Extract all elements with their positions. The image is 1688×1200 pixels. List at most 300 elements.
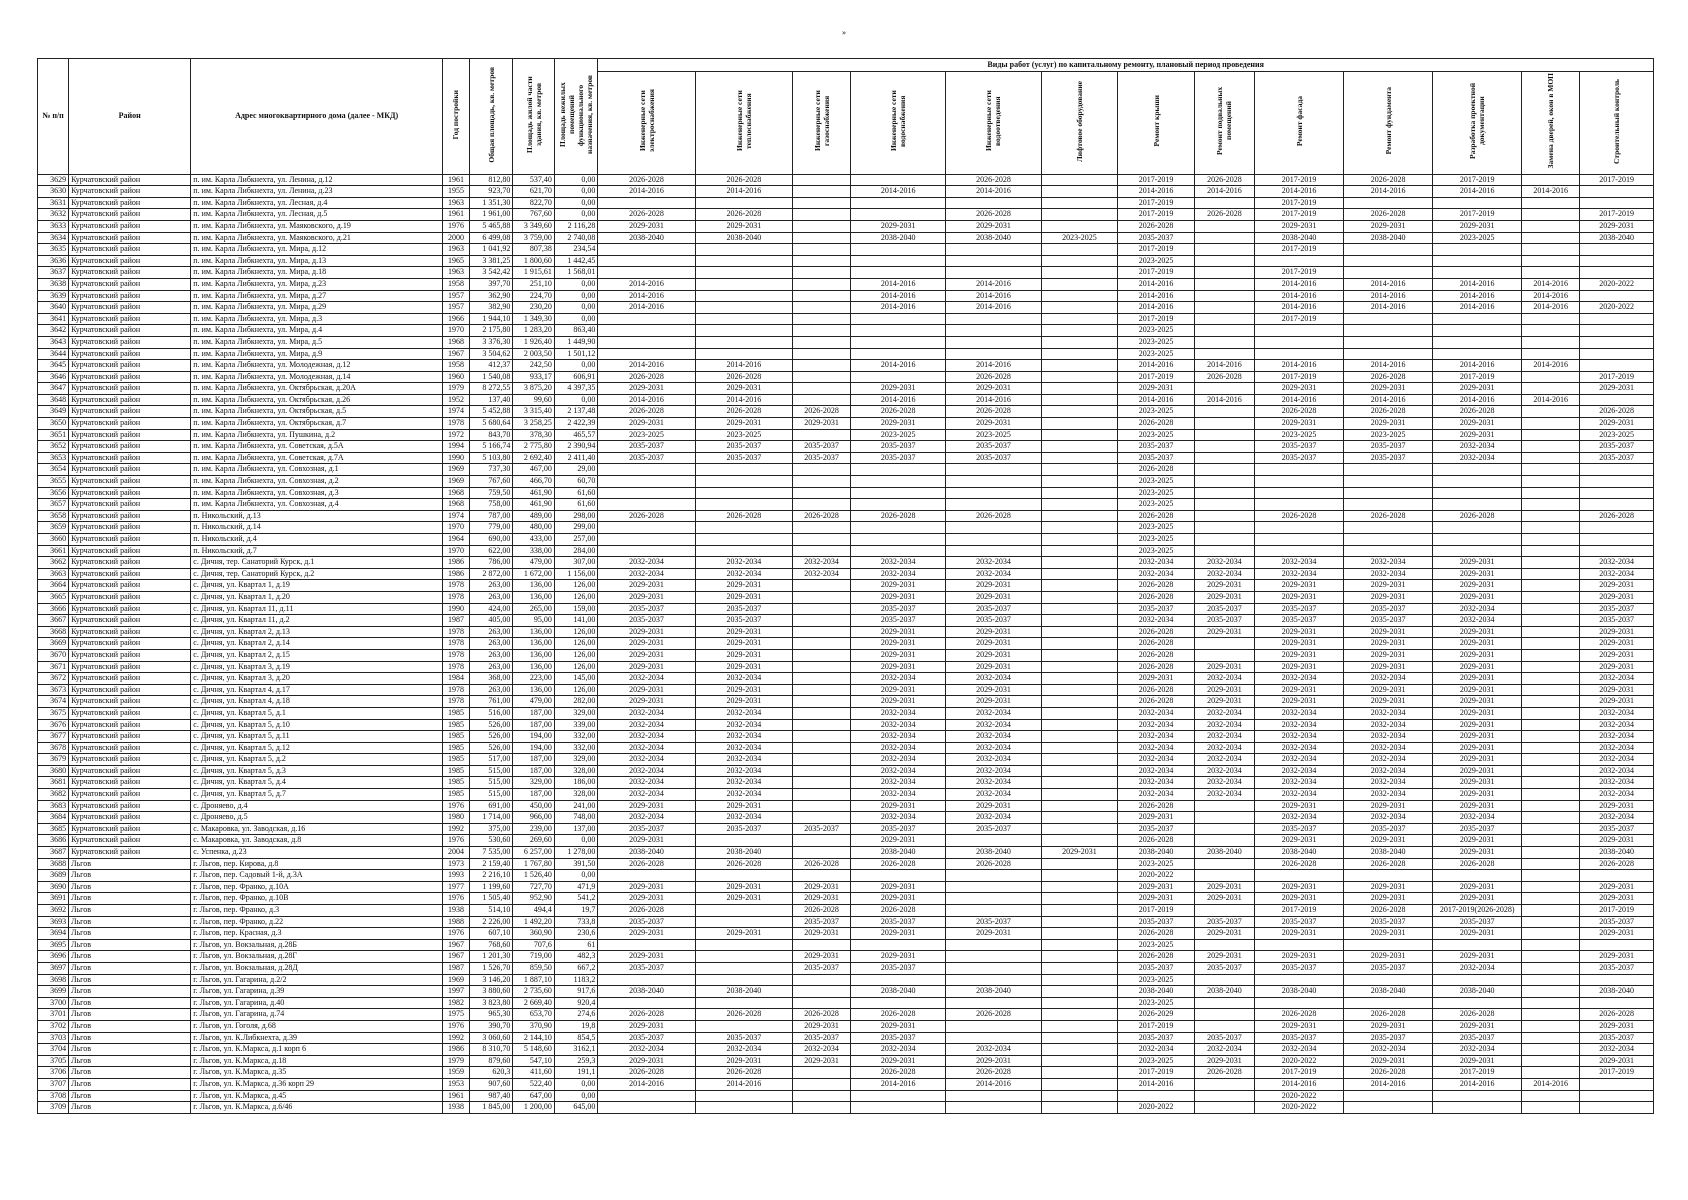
table-cell: 1978	[442, 638, 469, 650]
table-cell	[695, 476, 792, 488]
table-cell: с. Дичня, ул. Квартал 11, д.2	[191, 615, 443, 627]
table-cell	[1041, 452, 1118, 464]
table-cell	[793, 754, 851, 766]
table-row	[38, 1090, 1654, 1102]
table-cell: 2035-2037	[1194, 1032, 1254, 1044]
table-cell: 2023-2025	[1118, 534, 1195, 546]
table-cell: 607,10	[469, 928, 513, 940]
work-type-label: Ремонт подвальных помещений	[1215, 86, 1234, 156]
table-cell	[1255, 534, 1344, 546]
table-cell	[1194, 858, 1254, 870]
table-cell: 2029-2031	[1194, 928, 1254, 940]
table-cell: 812,80	[469, 174, 513, 186]
work-type-header	[851, 72, 946, 175]
table-cell: 3650	[38, 418, 69, 430]
table-cell: 2035-2037	[598, 452, 695, 464]
table-cell: 606,91	[554, 371, 598, 383]
table-cell	[1433, 464, 1522, 476]
table-cell: 1969	[442, 464, 469, 476]
table-cell	[946, 997, 1041, 1009]
table-cell: 3634	[38, 232, 69, 244]
table-cell	[1194, 545, 1254, 557]
table-cell: 645,00	[554, 1102, 598, 1114]
table-cell	[1433, 545, 1522, 557]
table-cell: п. им. Карла Либкнехта, ул. Молодежная, д.14	[191, 371, 443, 383]
table-cell	[1344, 464, 1433, 476]
table-cell: 1976	[442, 928, 469, 940]
table-cell: 2014-2016	[946, 1078, 1041, 1090]
table-cell	[1041, 719, 1118, 731]
table-cell: 274,6	[554, 1009, 598, 1021]
table-cell	[1522, 626, 1580, 638]
table-cell: 1 926,40	[513, 336, 554, 348]
table-cell: 1987	[442, 962, 469, 974]
table-cell	[1433, 499, 1522, 511]
table-cell: 2014-2016	[1522, 278, 1580, 290]
work-type-label: Инженерные сети электроснабжения	[637, 89, 656, 153]
table-cell: 136,00	[513, 684, 554, 696]
table-cell	[1194, 939, 1254, 951]
table-cell: 137,00	[554, 823, 598, 835]
table-cell: 2029-2031	[946, 661, 1041, 673]
table-cell: 1958	[442, 278, 469, 290]
table-cell: п. им. Карла Либкнехта, ул. Советская, д.5А	[191, 441, 443, 453]
table-cell: 2029-2031	[851, 881, 946, 893]
table-cell: 2035-2037	[1118, 1032, 1195, 1044]
table-cell: 2032-2034	[851, 742, 946, 754]
table-cell	[1041, 348, 1118, 360]
table-cell: 2032-2034	[598, 1044, 695, 1056]
table-cell	[695, 464, 792, 476]
table-cell	[1041, 1020, 1118, 1032]
table-cell: 2029-2031	[1255, 638, 1344, 650]
table-cell: 2035-2037	[695, 452, 792, 464]
table-cell: 3 349,60	[513, 220, 554, 232]
table-cell: 2035-2037	[793, 823, 851, 835]
table-cell	[1522, 209, 1580, 221]
table-cell: г. Льгов, ул. К.Либкнехта, д.39	[191, 1032, 443, 1044]
table-cell: 2020-2022	[1118, 870, 1195, 882]
table-cell: 1957	[442, 290, 469, 302]
table-row	[38, 336, 1654, 348]
table-cell	[695, 267, 792, 279]
table-cell	[1522, 1020, 1580, 1032]
table-cell	[793, 371, 851, 383]
table-cell: 2038-2040	[851, 232, 946, 244]
table-cell	[1041, 823, 1118, 835]
table-cell: 2029-2031	[1580, 893, 1654, 905]
table-cell	[1194, 290, 1254, 302]
table-row	[38, 939, 1654, 951]
table-cell: 2035-2037	[851, 1032, 946, 1044]
table-cell: 2 116,28	[554, 220, 598, 232]
table-cell: п. им. Карла Либкнехта, ул. Лесная, д.5	[191, 209, 443, 221]
table-cell	[695, 951, 792, 963]
table-cell: 2035-2037	[1194, 603, 1254, 615]
table-cell: Курчатовский район	[69, 383, 191, 395]
table-cell: Курчатовский район	[69, 186, 191, 198]
table-cell: п. им. Карла Либкнехта, ул. Мира, д.29	[191, 302, 443, 314]
table-cell: 2026-2028	[1255, 1009, 1344, 1021]
table-cell	[1580, 186, 1654, 198]
table-cell: 3670	[38, 649, 69, 661]
table-cell: 1975	[442, 1009, 469, 1021]
table-cell: 2029-2031	[946, 580, 1041, 592]
table-cell: 3 258,25	[513, 418, 554, 430]
table-cell: 515,00	[469, 765, 513, 777]
table-cell: 2014-2016	[1433, 278, 1522, 290]
table-cell: 2035-2037	[1580, 823, 1654, 835]
table-cell: 2029-2031	[1433, 696, 1522, 708]
table-cell: 494,4	[513, 905, 554, 917]
table-cell: 2035-2037	[1118, 823, 1195, 835]
table-cell	[1194, 522, 1254, 534]
table-cell	[1522, 591, 1580, 603]
table-cell: 2032-2034	[1255, 777, 1344, 789]
table-cell: 3656	[38, 487, 69, 499]
table-cell: 3633	[38, 220, 69, 232]
table-cell	[1041, 649, 1118, 661]
table-cell: 299,00	[554, 522, 598, 534]
table-row	[38, 580, 1654, 592]
table-cell: 879,60	[469, 1055, 513, 1067]
table-cell: 1976	[442, 220, 469, 232]
table-cell: 5 465,88	[469, 220, 513, 232]
table-cell	[1041, 360, 1118, 372]
table-cell	[1522, 499, 1580, 511]
table-cell	[1580, 1090, 1654, 1102]
table-cell: 2029-2031	[695, 928, 792, 940]
table-cell: 2 226,00	[469, 916, 513, 928]
table-cell: 2038-2040	[1344, 847, 1433, 859]
table-cell: 1 278,00	[554, 847, 598, 859]
table-cell: 2029-2031	[946, 418, 1041, 430]
table-cell: 2032-2034	[851, 754, 946, 766]
table-cell: 2014-2016	[851, 302, 946, 314]
table-cell: 187,00	[513, 789, 554, 801]
table-cell: 0,00	[554, 278, 598, 290]
table-cell: с. Дичня, тер. Санаторий Курск, д.1	[191, 557, 443, 569]
table-cell: 2032-2034	[1344, 789, 1433, 801]
table-cell	[1433, 244, 1522, 256]
table-cell: 767,60	[513, 209, 554, 221]
table-cell: г. Льгов, пер. Франко, д.3	[191, 905, 443, 917]
table-cell: 541,2	[554, 893, 598, 905]
table-cell	[851, 939, 946, 951]
table-cell: 1967	[442, 939, 469, 951]
table-cell: п. им. Карла Либкнехта, ул. Совхозная, д.2	[191, 476, 443, 488]
table-cell: п. им. Карла Либкнехта, ул. Ленина, д.12	[191, 174, 443, 186]
table-cell	[1041, 1032, 1118, 1044]
table-cell	[1041, 278, 1118, 290]
table-cell	[946, 951, 1041, 963]
table-cell	[793, 174, 851, 186]
table-cell	[598, 870, 695, 882]
table-cell: 2014-2016	[1522, 186, 1580, 198]
table-cell: 2035-2037	[946, 615, 1041, 627]
table-cell	[1522, 638, 1580, 650]
table-cell: 767,60	[469, 476, 513, 488]
table-cell: 1985	[442, 719, 469, 731]
table-cell: 2014-2016	[946, 360, 1041, 372]
table-cell: 620,3	[469, 1067, 513, 1079]
table-cell: 2014-2016	[1433, 394, 1522, 406]
table-cell: 2029-2031	[1255, 591, 1344, 603]
table-cell: 2032-2034	[946, 557, 1041, 569]
table-cell: 328,00	[554, 789, 598, 801]
table-cell	[695, 974, 792, 986]
table-cell: 3644	[38, 348, 69, 360]
table-cell: 2014-2016	[695, 394, 792, 406]
table-cell	[1041, 673, 1118, 685]
table-cell: 3647	[38, 383, 69, 395]
table-cell: 2032-2034	[1194, 1044, 1254, 1056]
table-cell: 2017-2019	[1118, 244, 1195, 256]
table-row	[38, 325, 1654, 337]
table-cell: 2029-2031	[598, 696, 695, 708]
table-cell: 2032-2034	[1344, 765, 1433, 777]
table-cell: 0,00	[554, 174, 598, 186]
table-cell	[1041, 893, 1118, 905]
table-cell: 471,9	[554, 881, 598, 893]
table-cell: 2032-2034	[1344, 742, 1433, 754]
table-cell: п. им. Карла Либкнехта, ул. Маяковского, д.21	[191, 232, 443, 244]
table-cell: 1993	[442, 870, 469, 882]
table-cell	[598, 464, 695, 476]
table-cell	[946, 336, 1041, 348]
table-cell: 19,8	[554, 1020, 598, 1032]
table-row	[38, 174, 1654, 186]
table-cell: 2029-2031	[1344, 591, 1433, 603]
table-cell: 2014-2016	[1344, 302, 1433, 314]
table-cell	[1522, 673, 1580, 685]
table-cell	[1522, 684, 1580, 696]
work-type-label: Инженерные сети газоснабжения	[812, 90, 831, 152]
table-cell: 265,00	[513, 603, 554, 615]
table-cell: 3696	[38, 951, 69, 963]
table-cell: 2026-2028	[1433, 1009, 1522, 1021]
table-cell: 2035-2037	[1255, 452, 1344, 464]
table-cell: 2032-2034	[695, 707, 792, 719]
table-cell: 2029-2031	[598, 591, 695, 603]
table-cell: 917,6	[554, 986, 598, 998]
table-cell	[695, 325, 792, 337]
table-cell: 2038-2040	[1580, 986, 1654, 998]
table-cell: 2029-2031	[1344, 696, 1433, 708]
table-cell	[1522, 1067, 1580, 1079]
table-cell: 2032-2034	[1344, 754, 1433, 766]
table-cell: 3699	[38, 986, 69, 998]
table-row	[38, 406, 1654, 418]
table-cell	[1522, 707, 1580, 719]
table-cell: с. Дроняево, д.4	[191, 800, 443, 812]
table-cell: 3683	[38, 800, 69, 812]
table-cell	[851, 545, 946, 557]
table-cell	[598, 336, 695, 348]
table-cell: 2032-2034	[1255, 789, 1344, 801]
col-total-area-header	[469, 59, 513, 175]
table-cell: 526,00	[469, 731, 513, 743]
table-cell: 2038-2040	[1194, 847, 1254, 859]
table-cell: 3 875,20	[513, 383, 554, 395]
table-cell: 2029-2031	[1255, 626, 1344, 638]
table-cell: 3631	[38, 197, 69, 209]
table-cell: 2035-2037	[598, 916, 695, 928]
table-cell	[793, 684, 851, 696]
table-cell: 1963	[442, 267, 469, 279]
table-cell: 2029-2031	[1580, 1020, 1654, 1032]
table-cell: 2032-2034	[946, 731, 1041, 743]
table-cell: 966,00	[513, 812, 554, 824]
table-row	[38, 661, 1654, 673]
table-cell	[1344, 244, 1433, 256]
table-cell	[1522, 545, 1580, 557]
table-cell: 2035-2037	[1344, 916, 1433, 928]
work-type-label: Инженерные сети водоотведения	[984, 90, 1003, 152]
table-cell	[1522, 174, 1580, 186]
table-cell	[1580, 974, 1654, 986]
table-cell: 2029-2031	[851, 418, 946, 430]
table-cell: Курчатовский район	[69, 603, 191, 615]
table-cell: 2017-2019	[1433, 1067, 1522, 1079]
table-cell: 2017-2019	[1580, 174, 1654, 186]
table-cell: 2026-2028	[946, 209, 1041, 221]
table-cell: 2032-2034	[695, 731, 792, 743]
table-cell: 2032-2034	[598, 789, 695, 801]
table-cell	[1522, 974, 1580, 986]
table-cell: 2029-2031	[695, 1055, 792, 1067]
table-cell	[695, 522, 792, 534]
table-row	[38, 603, 1654, 615]
table-cell	[1041, 928, 1118, 940]
table-cell	[1522, 835, 1580, 847]
col-num-header: № п/п	[38, 59, 69, 175]
table-cell: 2023-2025	[1118, 997, 1195, 1009]
table-cell: 3659	[38, 522, 69, 534]
table-cell	[793, 765, 851, 777]
table-cell: 3690	[38, 881, 69, 893]
table-cell: 3706	[38, 1067, 69, 1079]
table-cell: 761,00	[469, 696, 513, 708]
table-cell	[598, 534, 695, 546]
table-row	[38, 1078, 1654, 1090]
table-cell: с. Дичня, ул. Квартал 1, д.19	[191, 580, 443, 592]
table-cell: 2032-2034	[1194, 765, 1254, 777]
table-cell: 2032-2034	[1118, 731, 1195, 743]
table-cell: 263,00	[469, 591, 513, 603]
table-cell: 2026-2028	[598, 1009, 695, 1021]
table-cell	[851, 197, 946, 209]
table-cell	[1522, 928, 1580, 940]
table-row	[38, 974, 1654, 986]
table-cell: 2035-2037	[851, 441, 946, 453]
table-cell	[1433, 336, 1522, 348]
table-cell: 807,38	[513, 244, 554, 256]
table-cell: с. Дичня, ул. Квартал 2, д.13	[191, 626, 443, 638]
table-cell: 2032-2034	[1344, 777, 1433, 789]
table-cell: 1 767,80	[513, 858, 554, 870]
table-cell: Курчатовский район	[69, 244, 191, 256]
work-type-header	[1118, 72, 1195, 175]
table-cell: 136,00	[513, 649, 554, 661]
table-cell: 0,00	[554, 186, 598, 198]
table-cell: 2017-2019	[1255, 267, 1344, 279]
table-cell: 1985	[442, 731, 469, 743]
table-cell	[793, 522, 851, 534]
table-cell	[598, 197, 695, 209]
table-cell: 622,00	[469, 545, 513, 557]
table-cell: 3652	[38, 441, 69, 453]
table-cell: 2032-2034	[1344, 812, 1433, 824]
table-cell: 2014-2016	[1344, 278, 1433, 290]
table-cell: 933,17	[513, 371, 554, 383]
table-cell: 2023-2025	[1041, 232, 1118, 244]
table-cell: г. Льгов, ул. Гагарина, д.40	[191, 997, 443, 1009]
table-cell	[851, 1090, 946, 1102]
table-cell	[946, 881, 1041, 893]
table-cell: 952,90	[513, 893, 554, 905]
table-cell	[1194, 325, 1254, 337]
table-cell: 1 915,61	[513, 267, 554, 279]
table-cell: 2035-2037	[946, 916, 1041, 928]
table-cell: 2032-2034	[1580, 1044, 1654, 1056]
table-cell: 2035-2037	[1118, 452, 1195, 464]
table-cell: 2032-2034	[598, 568, 695, 580]
table-cell: 2029-2031	[1255, 1020, 1344, 1032]
table-cell: Курчатовский район	[69, 278, 191, 290]
table-cell: 2032-2034	[946, 742, 1041, 754]
table-cell	[695, 1102, 792, 1114]
table-cell: 2032-2034	[1194, 557, 1254, 569]
table-cell: 2029-2031	[695, 800, 792, 812]
work-type-label: Ремонт фундамента	[1383, 87, 1393, 155]
table-cell: 2029-2031	[1344, 800, 1433, 812]
table-cell: 397,70	[469, 278, 513, 290]
table-cell: 2032-2034	[1118, 615, 1195, 627]
table-cell	[1194, 649, 1254, 661]
table-cell	[1522, 1009, 1580, 1021]
table-cell: 2029-2031	[946, 696, 1041, 708]
table-cell: 653,70	[513, 1009, 554, 1021]
table-cell: 2035-2037	[1344, 1032, 1433, 1044]
table-row	[38, 997, 1654, 1009]
table-cell: 2014-2016	[1194, 360, 1254, 372]
table-cell: 733,8	[554, 916, 598, 928]
table-cell: 2032-2034	[1344, 557, 1433, 569]
table-cell	[1041, 684, 1118, 696]
table-header	[38, 59, 1654, 175]
table-cell	[946, 1032, 1041, 1044]
table-cell: 19,7	[554, 905, 598, 917]
table-cell: п. им. Карла Либкнехта, ул. Октябрьская, д.20А	[191, 383, 443, 395]
table-cell: 2038-2040	[598, 847, 695, 859]
table-cell	[1522, 800, 1580, 812]
table-cell	[598, 545, 695, 557]
table-cell: 3646	[38, 371, 69, 383]
table-cell: 2035-2037	[598, 603, 695, 615]
table-cell: 1985	[442, 765, 469, 777]
table-cell: 2029-2031	[1433, 847, 1522, 859]
table-cell: 2029-2031	[851, 661, 946, 673]
table-cell: 126,00	[554, 661, 598, 673]
work-type-header	[1194, 72, 1254, 175]
table-cell: 2032-2034	[1580, 568, 1654, 580]
table-cell: 3635	[38, 244, 69, 256]
table-cell: 2026-2028	[598, 209, 695, 221]
table-cell	[1522, 951, 1580, 963]
table-cell: 2026-2028	[946, 858, 1041, 870]
table-cell	[598, 974, 695, 986]
